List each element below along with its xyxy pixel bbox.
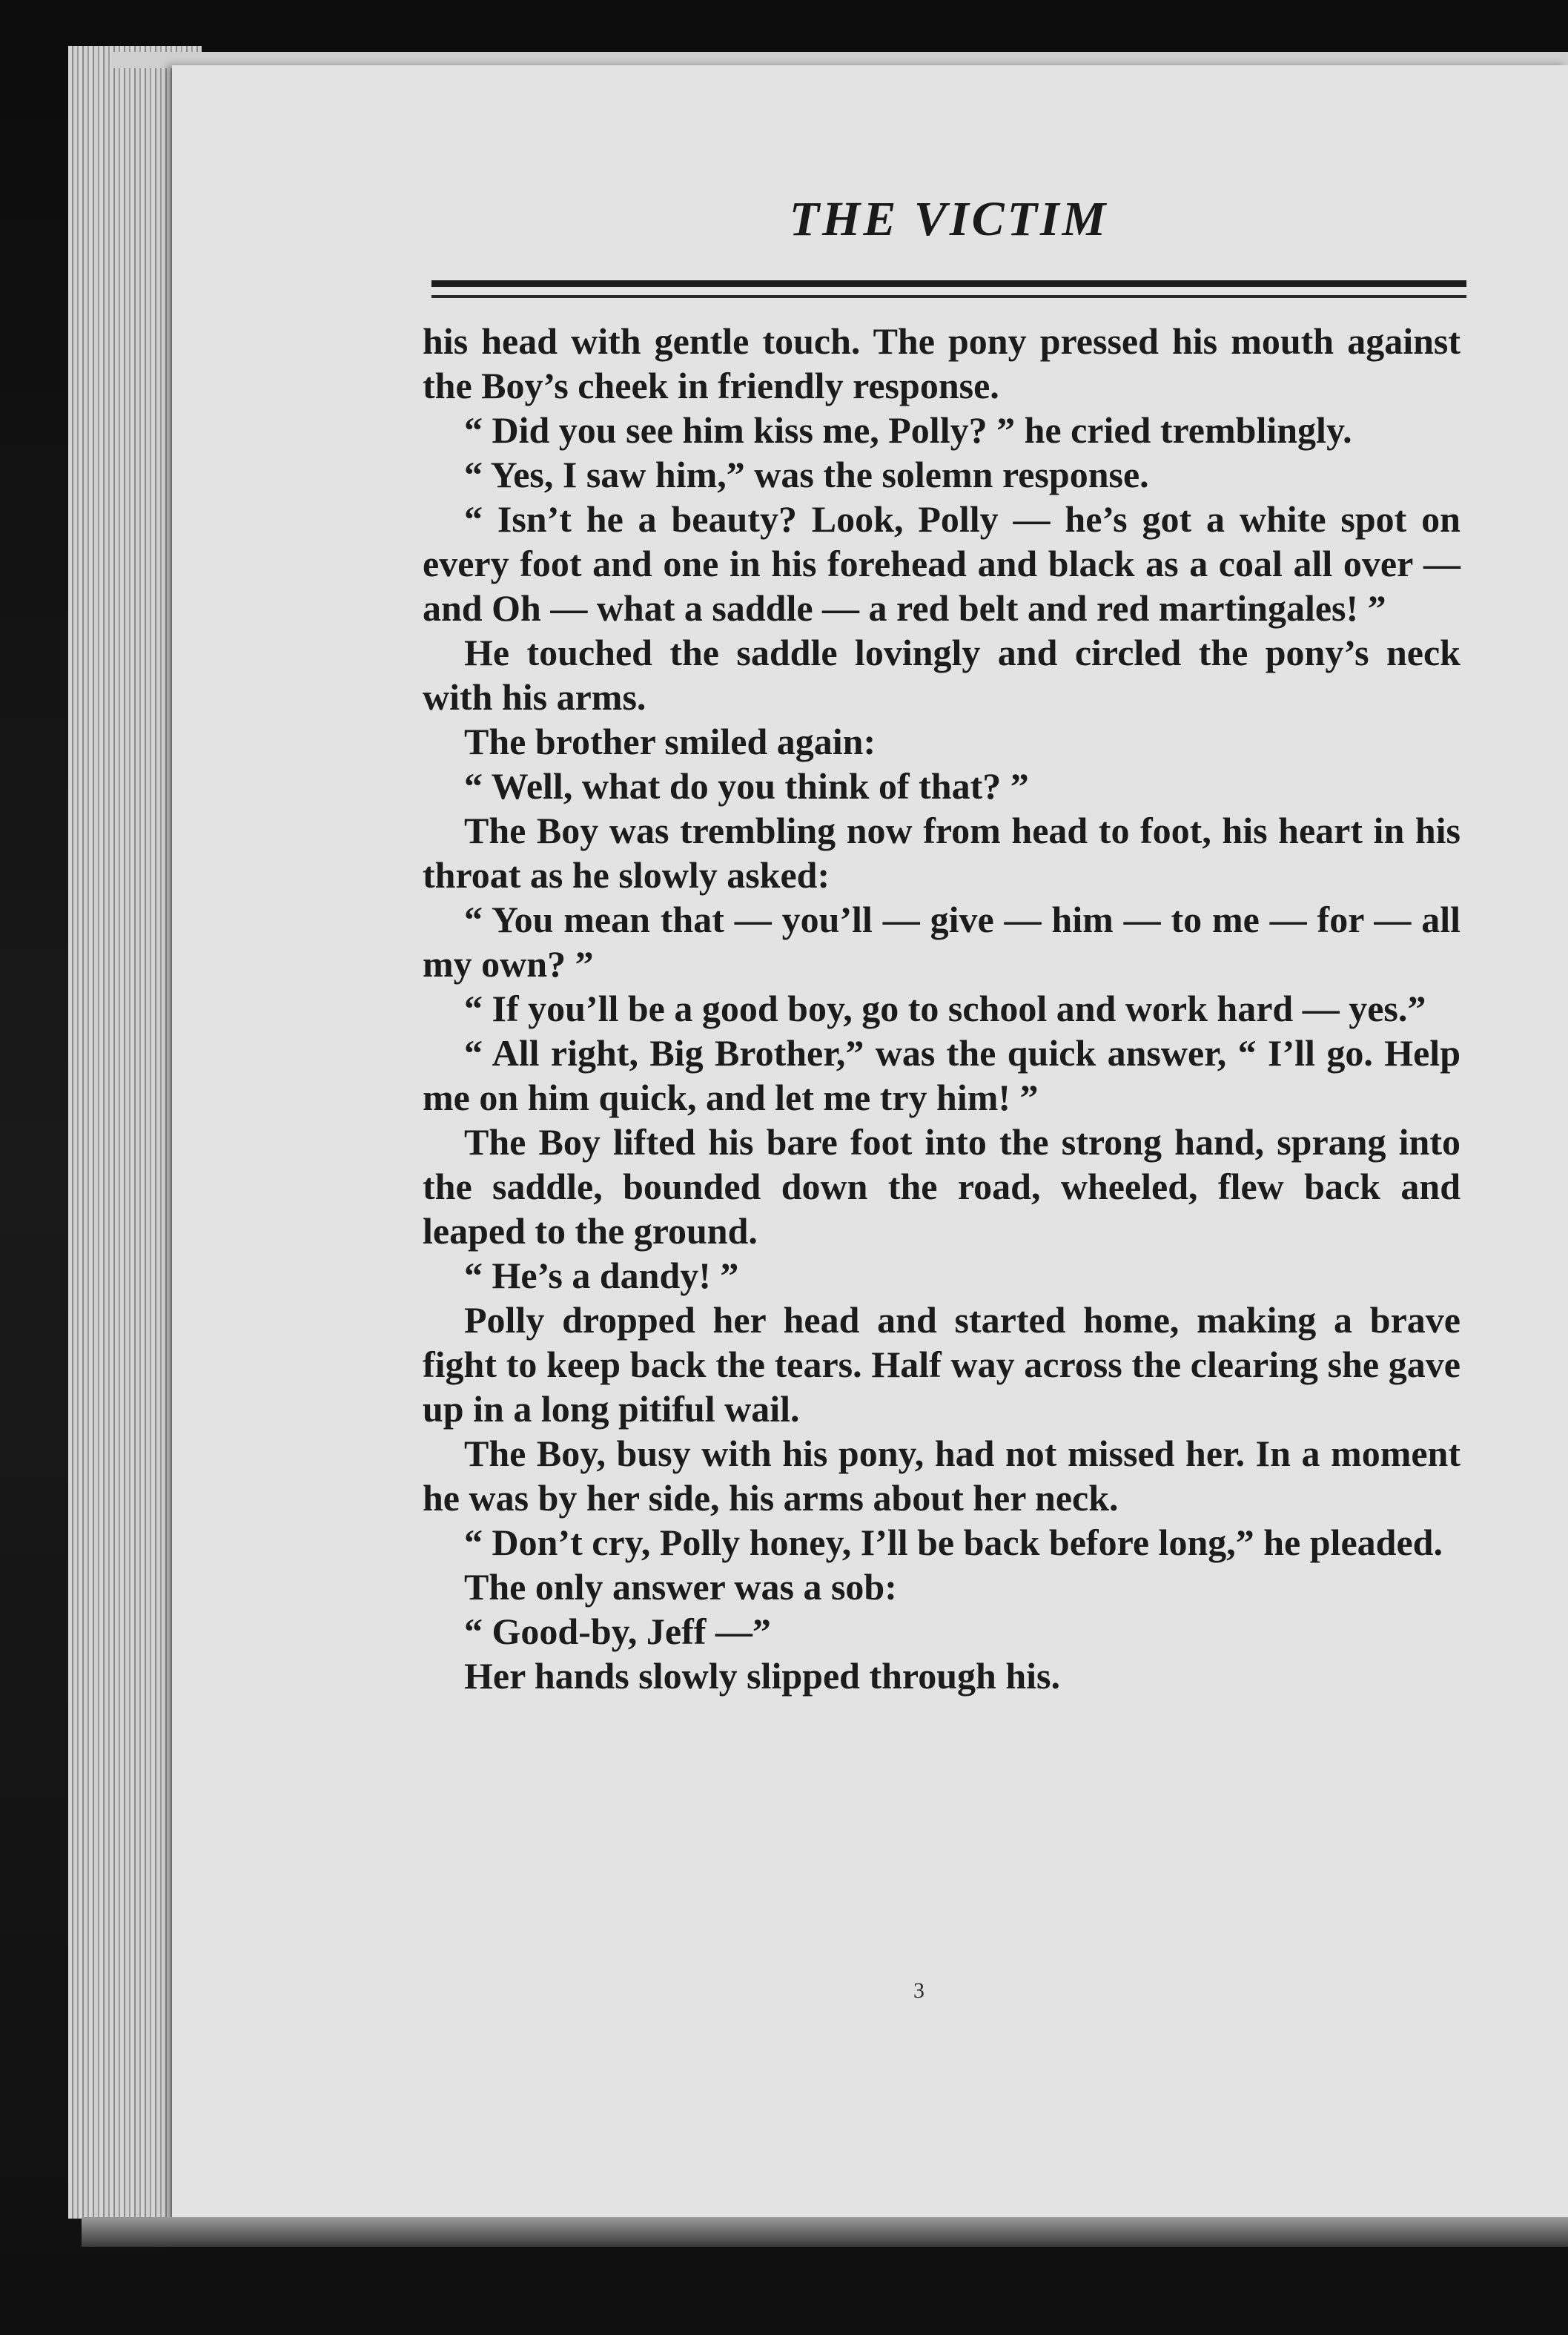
page-bottom-shadow	[82, 2217, 1568, 2247]
paragraph: The brother smiled again:	[464, 721, 876, 762]
paragraph: “ All right, Big Brother,” was the quick answer, “ I’ll go. Help me on him quick, and let me try him! ”	[423, 1032, 1461, 1118]
body-text	[423, 319, 1461, 1698]
paragraph: “ Yes, I saw him,” was the solemn response.	[464, 454, 1149, 495]
paragraph: “ Don’t cry, Polly honey, I’ll be back before long,” he pleaded.	[464, 1522, 1443, 1563]
header-rule-thin	[431, 295, 1466, 298]
paragraph: “ If you’ll be a good boy, go to school and work hard — yes.”	[464, 988, 1426, 1029]
paragraph: Polly dropped her head and started home, making a brave fight to keep back the tears. Half way across the clearing she gave up in a long pitiful wail.	[423, 1299, 1461, 1430]
paragraph: He touched the saddle lovingly and circled the pony’s neck with his arms.	[423, 632, 1461, 718]
header-rule-thick	[431, 280, 1466, 287]
paragraph: “ Well, what do you think of that? ”	[464, 765, 1029, 807]
paragraph: The Boy was trembling now from head to foot, his heart in his throat as he slowly asked:	[423, 810, 1461, 896]
paragraph: “ You mean that — you’ll — give — him — to me — for — all my own? ”	[423, 899, 1461, 985]
paragraph: “ Did you see him kiss me, Polly? ” he cried tremblingly.	[464, 409, 1352, 451]
paragraph: The Boy lifted his bare foot into the strong hand, sprang into the saddle, bounded down the road, wheeled, flew back and leaped to the ground.	[423, 1121, 1461, 1252]
paragraph: Her hands slowly slipped through his.	[464, 1655, 1060, 1697]
paragraph: The only answer was a sob:	[464, 1566, 897, 1608]
paragraph: his head with gentle touch. The pony pressed his mouth against the Boy’s cheek in friendly response.	[423, 320, 1461, 406]
folio: 3	[913, 1978, 924, 2003]
paragraph: “ Good-by, Jeff —”	[464, 1611, 771, 1652]
paragraph: “ Isn’t he a beauty? Look, Polly — he’s got a white spot on every foot and one in his forehead and black as a coal all over — and Oh — what a saddle — a red belt and red martingales! ”	[423, 498, 1461, 629]
paragraph: The Boy, busy with his pony, had not missed her. In a moment he was by her side, his arms about her neck.	[423, 1433, 1461, 1519]
running-head: THE VICTIM	[789, 192, 1109, 246]
paragraph: “ He’s a dandy! ”	[464, 1255, 739, 1296]
